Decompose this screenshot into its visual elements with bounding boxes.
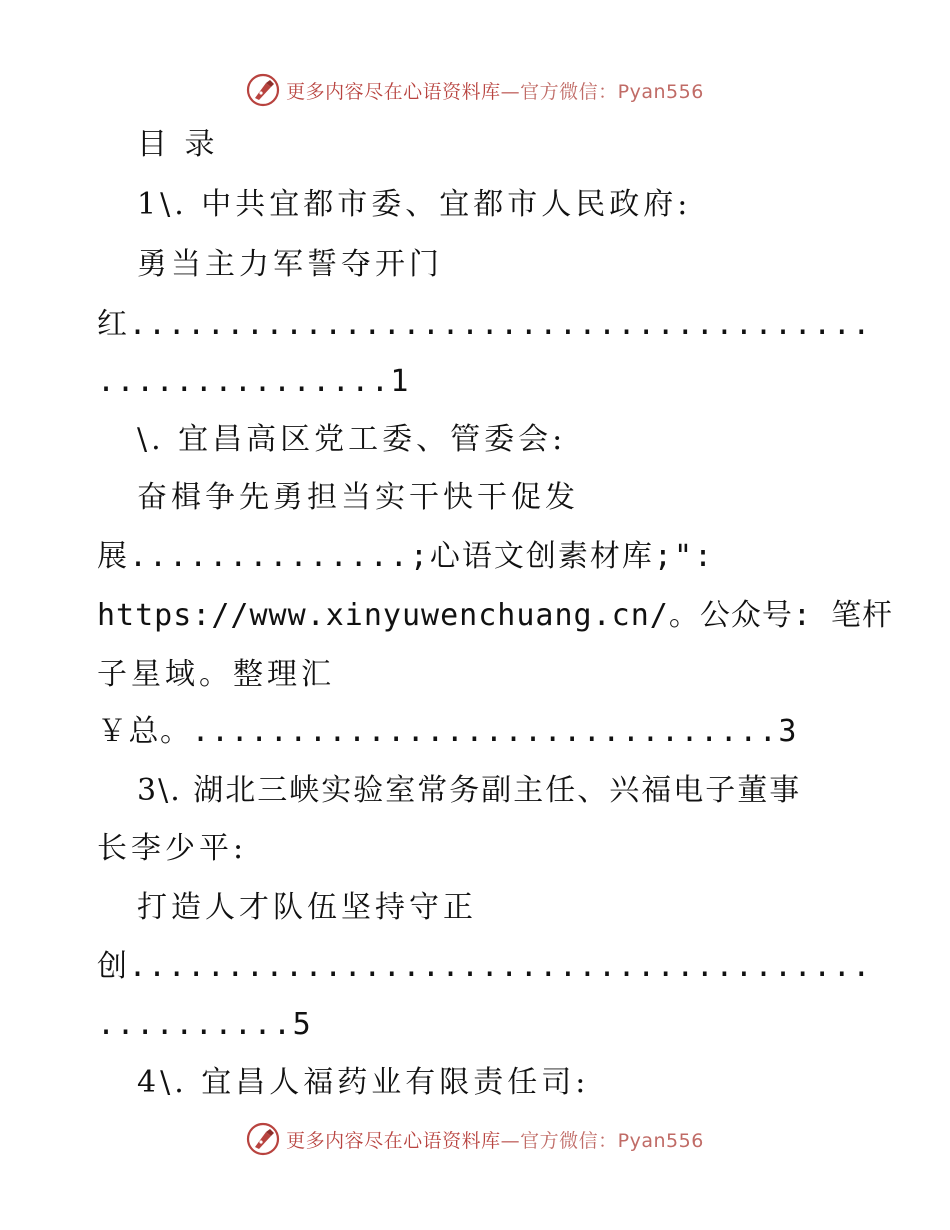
toc-line: 长李少平: [97,831,248,866]
toc-line: 打造人才队伍坚持守正 [137,890,477,925]
toc-line: 创...................................... [97,949,872,984]
pen-nib-circle-icon [246,73,280,107]
toc-line: 子星域。整理汇 [97,657,335,692]
banner-dash: — [500,80,521,103]
toc-line: \. 宜昌高区党工委、管委会: [137,422,567,457]
banner-text [286,77,704,104]
toc-line: ..........5 [97,1007,313,1042]
toc-line: ...............1 [97,364,410,399]
banner-wechat-text: 官方微信：Pyan556 [520,80,704,103]
banner-dash: — [500,1129,521,1152]
banner-main-text: 更多内容尽在心语资料库 [286,80,501,103]
banner-text [286,1126,704,1153]
toc-line: ￥总。..............................3 [97,714,798,749]
toc-line: 展..............;心语文创素材库;": [97,539,715,574]
toc-line: https://www.xinyuwenchuang.cn/。公众号: 笔杆 [97,598,893,633]
toc-line: 勇当主力军誓夺开门 [137,247,443,282]
header-banner [0,70,950,110]
toc-line: 奋楫争先勇担当实干快干促发 [137,480,579,515]
toc-line: 3\. 湖北三峡实验室常务副主任、兴福电子董事 [137,773,802,808]
pen-nib-circle-icon [246,1122,280,1156]
toc-heading: 目 录 [137,127,219,162]
banner-main-text: 更多内容尽在心语资料库 [286,1129,501,1152]
toc-line: 红...................................... [97,307,872,342]
toc-line: 1\. 中共宜都市委、宜都市人民政府: [137,187,692,222]
banner-wechat-text: 官方微信：Pyan556 [520,1129,704,1152]
footer-banner [0,1119,950,1159]
toc-line: 4\. 宜昌人福药业有限责任司: [137,1065,590,1100]
